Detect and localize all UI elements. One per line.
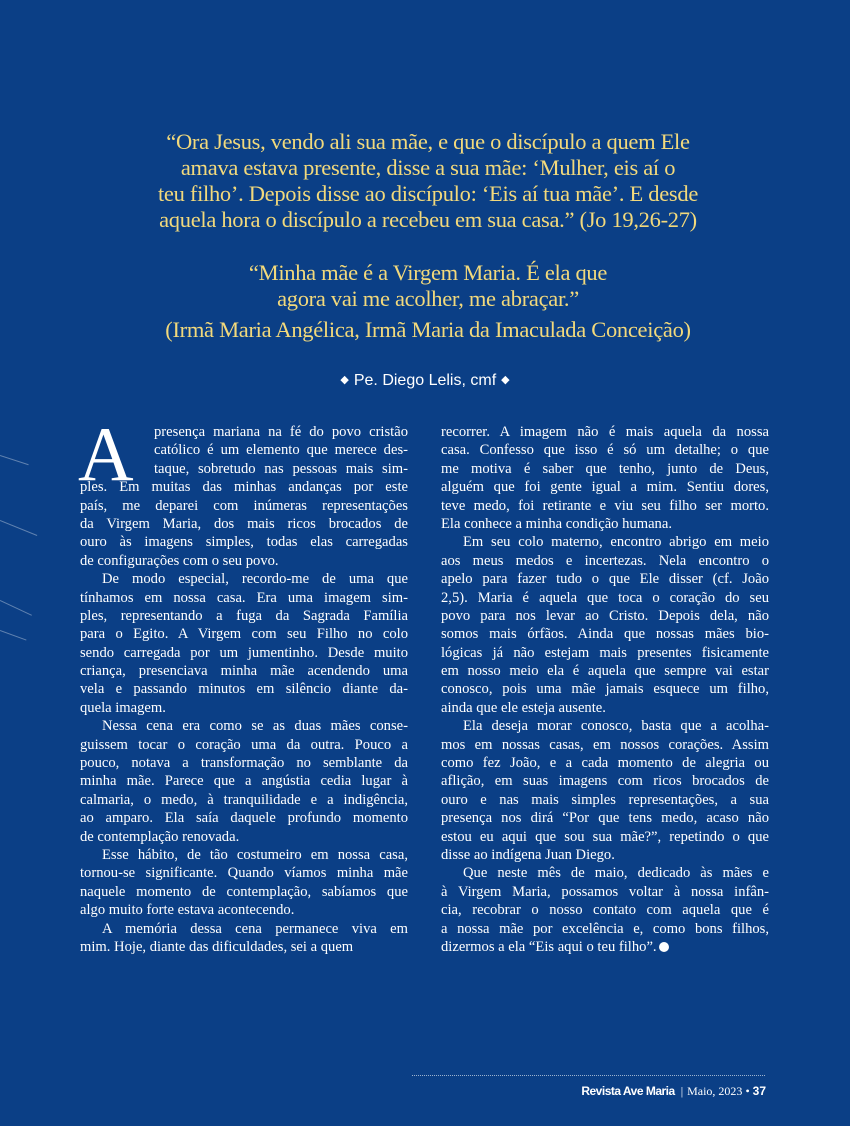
quote-source: (Irmã Maria Angélica, Irmã Maria da Imaculada Conceição) [165,317,691,342]
paragraph-line: conosco, pois uma mãe jamais esquece um filho, [441,681,769,698]
page-footer [581,1084,766,1099]
paragraph-line: Nessa cena era como se as duas mães conse- [102,718,408,735]
paragraph-line: apelo para fazer tudo o que Ele disser (cf. João [441,571,769,588]
article-column-right [441,423,769,956]
article-column-left [78,411,408,956]
paragraph-line: sendo carregada por um jumentinho. Desde muito [80,644,408,661]
paragraph-line: ples, representando a fuga da Sagrada Família [80,607,408,624]
footer-bullet: • [745,1084,750,1098]
magazine-name: Revista Ave Maria [581,1084,675,1098]
paragraph-line: vela e passando minutos em silêncio diante da- [80,681,408,698]
paragraph-line: cia, recobrar o nosso contato com aquela que é [441,902,769,919]
paragraph-line: Ela deseja morar conosco, basta que a acolha- [463,718,769,735]
paragraph-line: A memória dessa cena permanece viva em [102,920,408,937]
paragraph-line: criança, presenciava minha mãe acendendo uma [80,663,408,680]
paragraph-line: da Virgem Maria, dos mais ricos brocados de [80,515,408,532]
decorative-streak [0,600,32,616]
paragraph-line: mim. Hoje, diante das dificuldades, sei a quem [80,938,354,955]
epigraph-saint-quote [60,260,796,343]
paragraph-line: para o Egito. A Virgem com seu Filho no colo [80,626,408,643]
epigraph-bible-quote [60,129,796,233]
paragraph-line: Em seu colo materno, encontro abrigo em meio [463,534,769,551]
footer-divider [412,1075,765,1076]
paragraph-line: ao amparo. Ela saía daquele profundo momento [80,810,408,827]
paragraph-line: taque, sobretudo nas pessoas mais sim- [154,460,408,477]
paragraph-line: ouro às imagens simples, todas elas carregadas [80,534,408,551]
quote-line: “Ora Jesus, vendo ali sua mãe, e que o discípulo a quem Ele [166,129,690,154]
paragraph-line: católico é um elemento que merece des- [154,442,408,459]
author-name: Pe. Diego Lelis, cmf [353,372,497,389]
paragraph-line: De modo especial, recordo-me de uma que [102,571,408,588]
paragraph-line: país, me deparei com inúmeras representações [80,497,408,514]
paragraph-line: aos meus medos e incertezas. Nela encontro o [441,552,769,569]
issue-date: Maio, 2023 [687,1084,743,1098]
footer-separator: | [680,1084,684,1098]
paragraph-line: recorrer. A imagem não é mais aquela da nossa [441,424,769,440]
drop-cap: A [78,411,134,497]
paragraph-line: quela imagem. [80,699,166,716]
paragraph-line: presença mariana na fé do povo cristão [154,424,408,440]
paragraph-line: mos em nossas casas, em nossos corações. Assim [441,736,769,753]
paragraph-line: ouro e nas mais simples representações, a sua [441,791,769,808]
paragraph-line: alguém que foi gente igual a mim. Sentiu dores, [441,479,769,496]
quote-line: teu filho’. Depois disse ao discípulo: ‘Eis aí tua mãe’. E desde [157,181,699,206]
paragraph-line: tornou-se significante. Quando víamos minha mãe [80,865,408,882]
paragraph-line: calmaria, o medo, à tranquilidade e a indigência, [80,791,408,808]
paragraph-line: algo muito forte estava acontecendo. [80,902,295,919]
paragraph-line: somos mais órfãos. Ainda que nossas mães bio- [441,626,769,643]
decorative-streak [0,630,26,641]
quote-line: aquela hora o discípulo a recebeu em sua casa.” (Jo 19,26-27) [159,207,697,232]
paragraph-line: ainda que ele esteja ausente. [441,699,606,716]
paragraph-line: em nosso meio ela é aquela que sempre vai estar [441,663,769,680]
paragraph-line: naquele momento de contemplação, sabíamos que [80,883,408,900]
paragraph-line: Ela conhece a minha condição humana. [441,515,672,532]
paragraph-line: Que neste mês de maio, dedicado às mães e [463,865,769,882]
paragraph-line: tínhamos em nossa casa. Era uma imagem sim- [80,589,408,606]
paragraph-line: pouco, notava a transformação no semblante da [80,755,408,772]
quote-line: amava estava presente, disse a sua mãe: ‘Mulher, eis aí o [180,155,676,180]
quote-line: “Minha mãe é a Virgem Maria. É ela que [248,260,608,285]
paragraph-line: me motiva é saber que tenho, junto de Deus, [441,460,769,477]
paragraph-line: como fez João, e a cada momento de alegria ou [441,755,769,772]
paragraph-line: guissem tocar o coração uma da outra. Pouco a [80,736,408,753]
paragraph-line: povo para nos levar ao Cristo. Depois dela, não [441,607,769,624]
page-number: 37 [752,1084,766,1098]
paragraph-line: presença nos dirá “Por que tens medo, acaso não [441,810,769,827]
paragraph-line: casa. Confesso que isso é só um detalhe; o que [441,442,769,459]
decorative-streak [0,520,37,536]
quote-line: agora vai me acolher, me abraçar.” [277,286,579,311]
paragraph-line: ples. Em muitas das minhas andanças por este [80,479,408,496]
byline [0,372,850,390]
paragraph-line: 2,5). Maria é aquela que toca o coração do seu [441,589,769,606]
decorative-streak [0,455,29,465]
paragraph-line: a nossa mãe por excelência e, como bons filhos, [441,920,769,937]
paragraph-line: de configurações com o seu povo. [80,552,279,569]
paragraph-line: teve medo, foi retirante e viu seu filho ser morto. [441,497,769,514]
paragraph-line: de contemplação renovada. [80,828,240,845]
diamond-ornament-icon: ◆ [340,374,349,386]
paragraph-line: Esse hábito, de tão costumeiro em nossa casa, [102,846,408,863]
end-of-article-mark-icon [659,942,669,952]
paragraph-line: minha mãe. Parece que a angústia cedia lugar à [80,773,408,790]
paragraph-line: aflição, em suas imagens com ricos brocados de [441,773,769,790]
paragraph-line: lógicas já não estejam mais presentes fisicamente [441,644,769,661]
paragraph-line: disse ao indígena Juan Diego. [441,846,615,863]
paragraph-line: dizermos a ela “Eis aqui o teu filho”. [441,938,769,956]
paragraph-line: à Virgem Maria, possamos voltar à nossa infân- [441,883,769,900]
paragraph-line: estou eu aqui que sou sua mãe?”, repetindo o que [441,828,769,845]
diamond-ornament-icon: ◆ [501,374,510,386]
